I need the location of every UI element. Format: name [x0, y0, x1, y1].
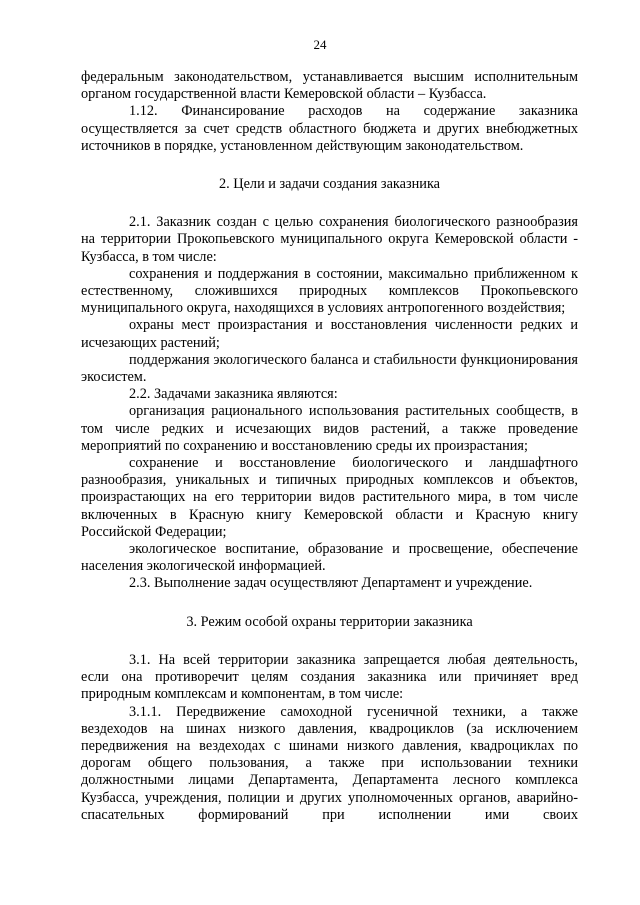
paragraph-2-2-item-a: организация рационального использования растительных сообществ, в том числе редких и исчезающих видов растений, а также проведение мероприятий по сохранению и восстановлению среды их произрастания; [81, 403, 578, 454]
paragraph-2-2-item-c: экологическое воспитание, образование и просвещение, обеспечение населения экологической информацией. [81, 541, 578, 575]
paragraph-2-2: 2.2. Задачами заказника являются: [129, 386, 338, 403]
paragraph-continuation: федеральным законодательством, устанавливается высшим исполнительным органом государственной власти Кемеровской области – Кузбасса. [81, 69, 578, 103]
paragraph-2-1: 2.1. Заказник создан с целью сохранения биологического разнообразия на территории Прокопьевского муниципального округа Кемеровской области - Кузбасса, в том числе: [81, 214, 578, 265]
paragraph-3-1: 3.1. На всей территории заказника запрещается любая деятельность, если она противоречит целям создания заказника или причиняет вред природным комплексам и компонентам, в том числе: [81, 651, 578, 703]
paragraph-2-3: 2.3. Выполнение задач осуществляют Департамент и учреждение. [129, 575, 533, 592]
paragraph-2-2-item-b: сохранение и восстановление биологического и ландшафтного разнообразия, уникальных и типичных природных комплексов и объектов, произрастающих на его территории видов растительного мира, в том числе включенных в Красную книгу Кемеровской области и Красную книгу Российской Федерации; [81, 455, 578, 540]
page-number: 24 [313, 37, 327, 52]
paragraph-2-1-item-a: сохранения и поддержания в состоянии, максимально приближенном к естественному, сложившихся природных комплексов Прокопьевского муниципального округа, находящихся в условиях антропогенного воздействия; [81, 265, 578, 317]
paragraph-2-1-item-b: охраны мест произрастания и восстановления численности редких и исчезающих растений; [81, 317, 578, 351]
document-body [81, 69, 578, 824]
paragraph-2-1-item-c: поддержания экологического баланса и стабильности функционирования экосистем. [81, 351, 578, 386]
section-heading-2: 2. Цели и задачи создания заказника [218, 176, 441, 193]
paragraph-1-12: 1.12. Финансирование расходов на содержание заказника осуществляется за счет средств областного бюджета и других внебюджетных источников в порядке, установленном действующим законодательством. [81, 103, 578, 154]
section-heading-3: 3. Режим особой охраны территории заказника [186, 613, 473, 630]
paragraph-3-1-1: 3.1.1. Передвижение самоходной гусеничной техники, а также вездеходов на шинах низкого давления, квадроциклов (за исключением передвижения на вездеходах с шинами низкого давления, квадроциклах по дорогам общего пользования, а также при использовании техники должностными лицами Департамента, Департамента лесного комплекса Кузбасса, учреждения, полиции и других уполномоченных органов, аварийно-спасательных формирований при исполнении ими своих [81, 703, 578, 823]
